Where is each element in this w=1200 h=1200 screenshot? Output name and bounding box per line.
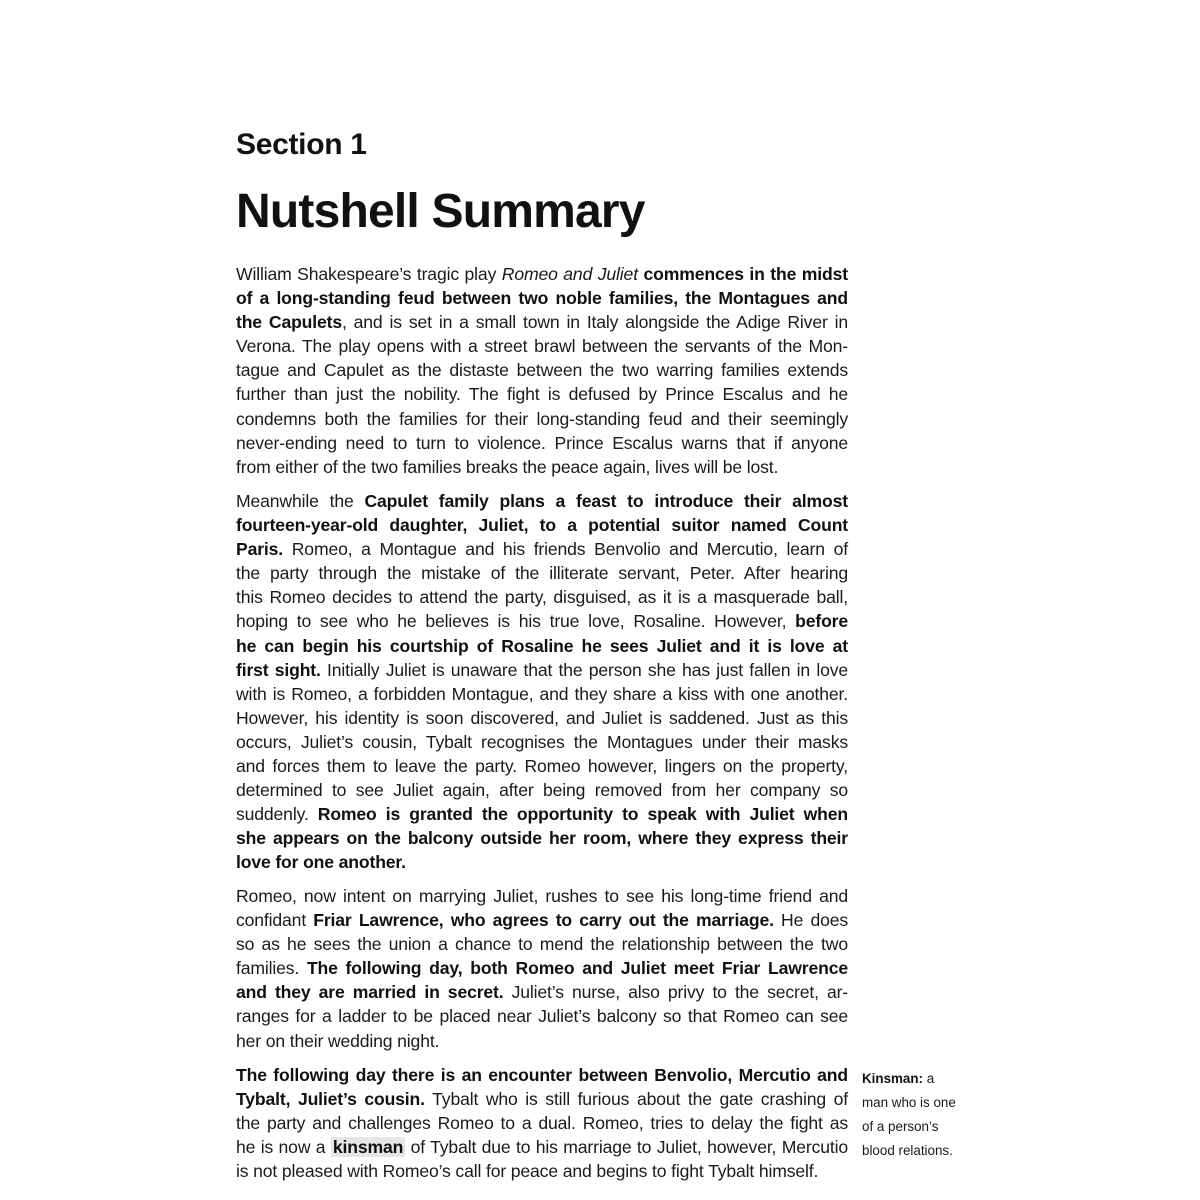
italic-title: Romeo and Juliet bbox=[501, 264, 638, 284]
text-run: Verona. The play opens with a street brawl between the servants of the Mon- bbox=[236, 336, 848, 357]
bold-text: first sight. bbox=[236, 659, 321, 680]
text-run: condemns both the families for their long-standing feud and their seemingly bbox=[236, 408, 848, 429]
bold-text: The following day there is an encounter between Benvolio, Mercutio and bbox=[236, 1065, 848, 1085]
text-run: occurs, Juliet’s cousin, Tybalt recognises the Montagues under their masks bbox=[236, 731, 848, 752]
text-line bbox=[236, 908, 848, 932]
text-run: Romeo, a Montague and his friends Benvolio and Mercutio, learn of bbox=[283, 539, 848, 560]
text-run: William Shakespeare’s tragic play bbox=[236, 264, 502, 284]
text-run: blood relations. bbox=[862, 1143, 953, 1159]
text-line bbox=[236, 262, 848, 286]
sidenote-kinsman-definition bbox=[862, 1067, 982, 1163]
text-line bbox=[862, 1091, 982, 1115]
bold-text: Friar Lawrence, who agrees to carry out the marriage. bbox=[313, 910, 774, 931]
section-label: Section 1 bbox=[236, 128, 367, 161]
text-line bbox=[236, 778, 848, 802]
bold-text: fourteen-year-old daughter, Juliet, to a potential suitor named Count bbox=[236, 515, 848, 536]
text-run: of Tybalt due to his marriage to Juliet, however, Mercutio bbox=[405, 1137, 848, 1158]
text-line bbox=[236, 1004, 848, 1028]
text-line bbox=[236, 1063, 848, 1087]
bold-text: Kinsman: bbox=[862, 1071, 924, 1086]
bold-text: she appears on the balcony outside her room, where they express their bbox=[236, 828, 848, 849]
text-run: man who is one bbox=[862, 1095, 956, 1111]
text-run: never-ending need to turn to violence. Prince Escalus warns that if anyone bbox=[236, 432, 848, 453]
text-run: further than just the nobility. The fight is defused by Prince Escalus and he bbox=[236, 384, 848, 405]
text-line bbox=[236, 730, 848, 754]
text-line bbox=[236, 561, 848, 585]
text-line bbox=[862, 1115, 982, 1139]
text-run: the party and challenges Romeo to a dual. Romeo, tries to delay the fight as bbox=[236, 1113, 848, 1134]
text-line bbox=[236, 932, 848, 956]
text-line bbox=[236, 1029, 848, 1053]
text-run: Romeo, now intent on marrying Juliet, rushes to see his long-time friend and bbox=[236, 886, 848, 906]
bold-text: he can begin his courtship of Rosaline he sees Juliet and it is love at bbox=[236, 635, 848, 656]
text-run: of a person’s bbox=[862, 1119, 939, 1135]
text-line bbox=[236, 634, 848, 658]
text-line bbox=[862, 1139, 982, 1163]
text-line bbox=[236, 884, 848, 908]
text-run: ranges for a ladder to be placed near Juliet’s balcony so that Romeo can see bbox=[236, 1006, 848, 1027]
text-line bbox=[236, 956, 848, 980]
text-run: He does bbox=[773, 910, 848, 931]
paragraph-1 bbox=[236, 262, 848, 479]
text-line bbox=[236, 513, 848, 537]
bold-text: love for one another. bbox=[236, 852, 406, 873]
text-line bbox=[236, 980, 848, 1004]
page-title: Nutshell Summary bbox=[236, 185, 645, 238]
text-line bbox=[236, 1111, 848, 1135]
bold-text: the Capulets bbox=[236, 312, 342, 333]
text-run: her on their wedding night. bbox=[236, 1030, 440, 1051]
text-run: a bbox=[923, 1071, 935, 1086]
text-line bbox=[236, 1159, 848, 1183]
text-run: families. bbox=[236, 958, 307, 979]
text-run: so as he sees the union a chance to mend the relationship between the two bbox=[236, 934, 848, 955]
text-line bbox=[236, 585, 848, 609]
text-run: he is now a bbox=[236, 1137, 331, 1158]
text-line bbox=[236, 850, 848, 874]
bold-text: Romeo is granted the opportunity to speak with Juliet when bbox=[317, 804, 848, 825]
bold-text: and they are married in secret. bbox=[236, 982, 504, 1003]
text-line bbox=[236, 489, 848, 513]
paragraph-2 bbox=[236, 489, 848, 875]
text-line bbox=[236, 706, 848, 730]
text-line bbox=[862, 1067, 982, 1091]
text-run: determined to see Juliet again, after being removed from her company so bbox=[236, 780, 848, 801]
text-run: confidant bbox=[236, 910, 314, 931]
paragraph-4 bbox=[236, 1063, 848, 1183]
text-line bbox=[236, 358, 848, 382]
text-run: , and is set in a small town in Italy alongside the Adige River in bbox=[341, 312, 848, 333]
text-line bbox=[236, 431, 848, 455]
text-run: tague and Capulet as the distaste between the two warring families extends bbox=[236, 360, 848, 381]
text-line bbox=[236, 802, 848, 826]
text-run: Initially Juliet is unaware that the person she has just fallen in love bbox=[320, 659, 848, 680]
text-run: the party through the mistake of the illiterate servant, Peter. After hearing bbox=[236, 563, 848, 584]
text-line bbox=[236, 682, 848, 706]
text-line bbox=[236, 1087, 848, 1111]
text-line bbox=[236, 537, 848, 561]
bold-text: Tybalt, Juliet’s cousin. bbox=[236, 1089, 425, 1110]
text-run: Juliet’s nurse, also privy to the secret, ar- bbox=[503, 982, 848, 1003]
bold-text: The following day, both Romeo and Juliet meet Friar Lawrence bbox=[306, 958, 848, 979]
text-line bbox=[236, 286, 848, 310]
text-run: this Romeo decides to attend the party, disguised, as it is a masquerade ball, bbox=[236, 587, 848, 608]
paragraph-3 bbox=[236, 884, 848, 1053]
text-run: from either of the two families breaks the peace again, lives will be lost. bbox=[236, 456, 779, 477]
text-line bbox=[236, 754, 848, 778]
text-line bbox=[236, 334, 848, 358]
text-run: Meanwhile the bbox=[236, 491, 365, 511]
text-line bbox=[236, 310, 848, 334]
bold-text: of a long-standing feud between two noble families, the Montagues and bbox=[236, 288, 848, 309]
text-line bbox=[236, 382, 848, 406]
text-line bbox=[236, 407, 848, 431]
glossary-term-highlight: kinsman bbox=[332, 1137, 404, 1158]
bold-text: before bbox=[795, 611, 848, 632]
bold-text: Capulet family plans a feast to introduce their almost bbox=[364, 491, 848, 511]
text-run: hoping to see who he believes is his true love, Rosaline. However, bbox=[236, 611, 796, 632]
text-run: is not pleased with Romeo’s call for peace and begins to fight Tybalt himself. bbox=[236, 1161, 819, 1182]
text-line bbox=[236, 609, 848, 633]
text-run: with is Romeo, a forbidden Montague, and they share a kiss with one another. bbox=[236, 683, 848, 704]
bold-text: commences in the midst bbox=[643, 264, 848, 284]
text-run: Tybalt who is still furious about the gate crashing of bbox=[424, 1089, 848, 1110]
text-line bbox=[236, 658, 848, 682]
text-run: and forces them to leave the party. Romeo however, lingers on the property, bbox=[236, 756, 848, 777]
text-run: However, his identity is soon discovered, and Juliet is saddened. Just as this bbox=[236, 707, 848, 728]
text-run: suddenly. bbox=[236, 804, 318, 825]
bold-text: Paris. bbox=[236, 539, 284, 560]
text-line bbox=[236, 826, 848, 850]
text-line bbox=[236, 455, 848, 479]
text-line bbox=[236, 1135, 848, 1159]
